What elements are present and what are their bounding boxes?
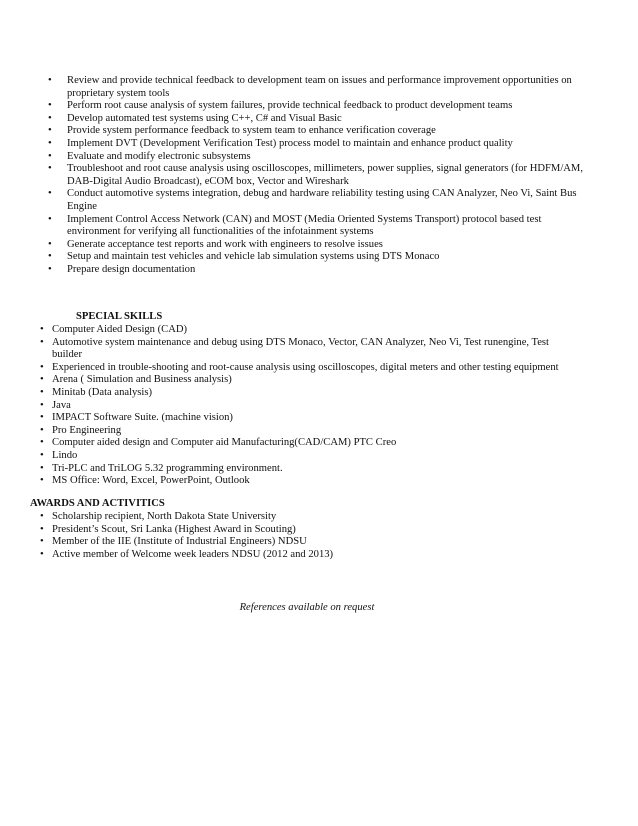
skill-item-text: Arena ( Simulation and Business analysis) — [52, 374, 232, 386]
list-item — [48, 264, 588, 277]
list-item — [48, 251, 588, 264]
bullet-icon: • — [48, 150, 52, 162]
bullet-icon: • — [40, 475, 44, 487]
bullet-icon: • — [48, 251, 52, 263]
list-item — [40, 337, 580, 362]
list-item — [48, 151, 588, 164]
bullet-icon: • — [48, 188, 52, 200]
bullet-icon: • — [40, 424, 44, 436]
experience-item-text: Evaluate and modify electronic subsystems — [67, 150, 251, 162]
bullet-icon: • — [48, 137, 52, 149]
list-item — [40, 524, 580, 537]
bullet-icon: • — [40, 449, 44, 461]
list-item — [48, 138, 588, 151]
experience-item-text: Implement Control Access Network (CAN) and MOST (Media Oriented Systems Transport) protocol based test environment for verifying all functionalities of the infotainment systems — [67, 213, 542, 238]
bullet-icon: • — [40, 437, 44, 449]
experience-item-text: Perform root cause analysis of system failures, provide technical feedback to product development teams — [67, 100, 513, 112]
bullet-icon: • — [48, 112, 52, 124]
skill-item-text: Minitab (Data analysis) — [52, 386, 153, 398]
bullet-icon: • — [40, 324, 44, 335]
list-item — [40, 450, 580, 463]
bullet-icon: • — [48, 125, 52, 137]
skill-item-text: IMPACT Software Suite. (machine vision) — [52, 412, 233, 424]
award-item-text: Member of the IIE (Institute of Industrial Engineers) NDSU — [52, 536, 307, 548]
experience-list — [48, 75, 588, 277]
bullet-icon: • — [40, 412, 44, 424]
bullet-icon: • — [40, 361, 44, 373]
bullet-icon: • — [48, 163, 52, 175]
bullet-icon: • — [40, 523, 44, 535]
list-item — [40, 324, 580, 337]
bullet-icon: • — [40, 548, 44, 560]
list-item — [40, 412, 580, 425]
experience-item-text: Troubleshoot and root cause analysis using oscilloscopes, millimeters, power supplies, signal generators (for HDFM/AM, DAB-Digital Audio Broadcast), eCOM box, Vector and Wireshark — [67, 163, 583, 187]
experience-item-text: Prepare design documentation — [67, 263, 196, 275]
list-item — [40, 425, 580, 438]
experience-item-text: Review and provide technical feedback to development team on issues and performance improvement opportunities on proprietary system tools — [67, 75, 572, 99]
list-item — [48, 113, 588, 126]
skill-item-text: Java — [52, 399, 71, 411]
list-item — [40, 475, 580, 488]
special-skills-list — [40, 324, 580, 488]
bullet-icon: • — [40, 386, 44, 398]
award-item-text: Active member of Welcome week leaders NDSU (2012 and 2013) — [52, 548, 334, 560]
bullet-icon: • — [40, 374, 44, 386]
list-item — [40, 437, 580, 450]
bullet-icon: • — [40, 336, 44, 348]
list-item — [48, 214, 588, 239]
bullet-icon: • — [48, 263, 52, 275]
list-item — [48, 100, 588, 113]
bullet-icon: • — [48, 100, 52, 112]
special-skills-heading: SPECIAL SKILLS — [76, 311, 163, 322]
list-item — [48, 75, 588, 100]
list-item — [40, 400, 580, 413]
skill-item-text: Computer Aided Design (CAD) — [52, 324, 188, 335]
bullet-icon: • — [40, 399, 44, 411]
award-item-text: President’s Scout, Sri Lanka (Highest Award in Scouting) — [52, 523, 296, 535]
experience-item-text: Conduct automotive systems integration, debug and hardware reliability testing using CAN Analyzer, Neo Vi, Saint Bus Engine — [67, 188, 577, 212]
bullet-icon: • — [40, 511, 44, 522]
experience-item-text: Implement DVT (Development Verification Test) process model to maintain and enhance product quality — [67, 137, 513, 149]
awards-list — [40, 511, 580, 561]
skill-item-text: Lindo — [52, 449, 78, 461]
skill-item-text: MS Office: Word, Excel, PowerPoint, Outlook — [52, 475, 250, 487]
bullet-icon: • — [40, 462, 44, 474]
award-item-text: Scholarship recipient, North Dakota State University — [52, 511, 277, 522]
list-item — [40, 549, 580, 562]
bullet-icon: • — [48, 75, 52, 86]
skill-item-text: Tri-PLC and TriLOG 5.32 programming environment. — [52, 462, 283, 474]
skill-item-text: Computer aided design and Computer aid Manufacturing(CAD/CAM) PTC Creo — [52, 437, 397, 449]
skill-item-text: Pro Engineering — [52, 424, 122, 436]
list-item — [40, 374, 580, 387]
list-item — [40, 387, 580, 400]
list-item — [48, 125, 588, 138]
list-item — [40, 463, 580, 476]
experience-item-text: Generate acceptance test reports and work with engineers to resolve issues — [67, 238, 383, 250]
skill-item-text: Experienced in trouble-shooting and root-cause analysis using oscilloscopes, digital meters and other testing equipment — [52, 361, 559, 373]
awards-heading: AWARDS AND ACTIVITICS — [30, 498, 165, 509]
experience-item-text: Provide system performance feedback to system team to enhance verification coverage — [67, 125, 436, 137]
list-item — [40, 511, 580, 524]
bullet-icon: • — [48, 213, 52, 225]
experience-item-text: Develop automated test systems using C++, C# and Visual Basic — [67, 112, 342, 124]
experience-item-text: Setup and maintain test vehicles and vehicle lab simulation systems using DTS Monaco — [67, 251, 440, 263]
list-item — [40, 362, 580, 375]
list-item — [48, 188, 588, 213]
list-item — [40, 536, 580, 549]
skill-item-text: Automotive system maintenance and debug using DTS Monaco, Vector, CAN Analyzer, Neo Vi, Test runengine, Test builder — [52, 336, 550, 361]
bullet-icon: • — [40, 536, 44, 548]
list-item — [48, 239, 588, 252]
bullet-icon: • — [48, 238, 52, 250]
list-item — [48, 163, 588, 188]
references-note: References available on request — [239, 602, 375, 613]
